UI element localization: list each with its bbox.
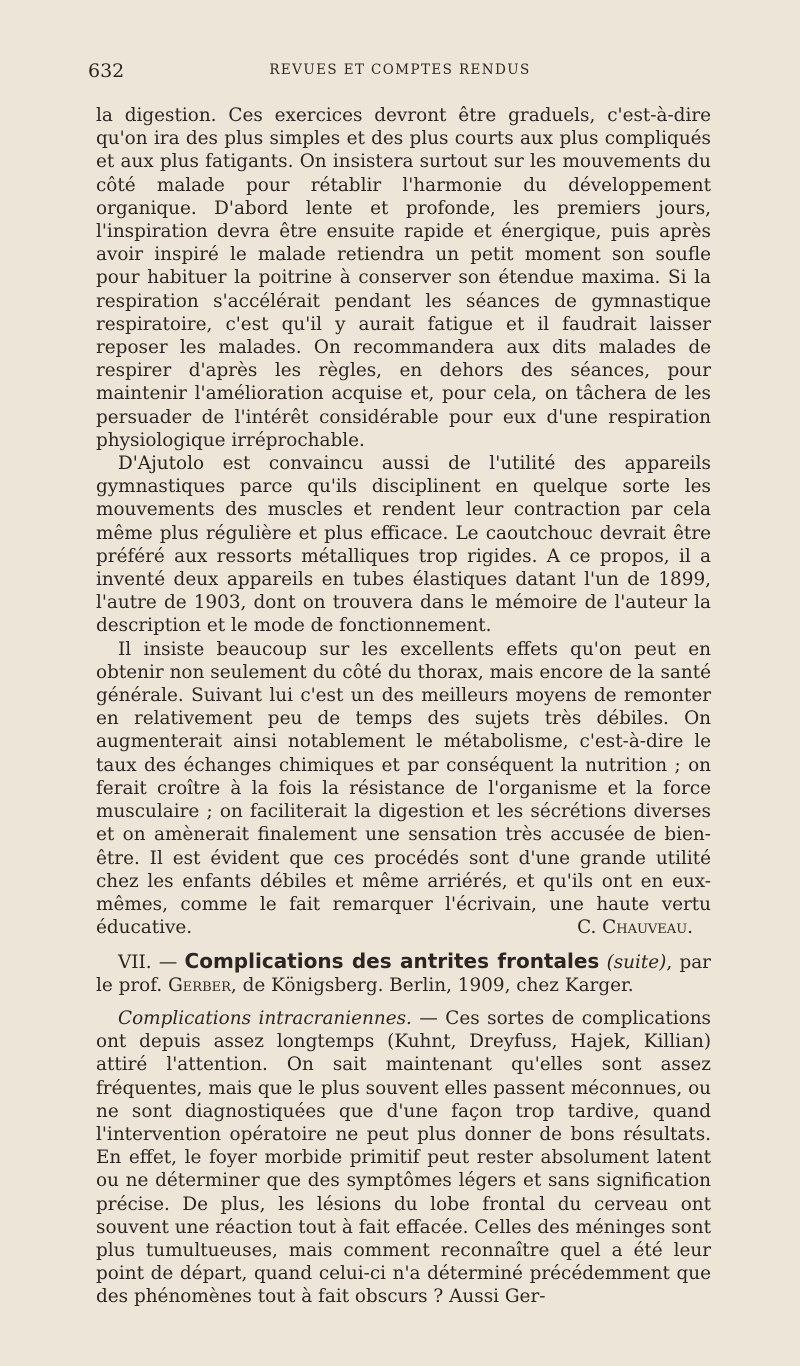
section-title: Complications des antrites frontales: [184, 948, 600, 973]
section-heading: VII. — Complications des antrites frontales (suite), par le prof. Gerber, de Königsberg. Berlin, 1909, chez Karger.: [96, 948, 711, 996]
paragraph-2: D'Ajutolo est convaincu aussi de l'utilité des appareils gymnastiques parce qu'ils disciplinent en quelque sorte les mouvements des muscles et rendent leur contraction par cela même plus régulière et plus efficace. Le caoutchouc devrait être préféré aux ressorts métalliques trop rigides. A ce propos, il a inventé deux appareils en tubes élastiques datant l'un de 1899, l'autre de 1903, dont on trouvera dans le mémoire de l'auteur la description et le mode de fonctionnement.: [96, 453, 711, 637]
paragraph-1: la digestion. Ces exercices devront être graduels, c'est-à-dire qu'on ira des plus simples et des plus courts aux plus compliqués et aux plus fatigants. On insistera surtout sur les mouvements du côté malade pour rétablir l'harmonie du développement organique. D'abord lente et profonde, les premiers jours, l'inspiration devra être ensuite rapide et énergique, puis après avoir inspiré le malade retiendra un petit moment son soufle pour habituer la poitrine à conserver son étendue maxima. Si la respiration s'accélérait pendant les séances de gymnastique respiratoire, c'est qu'il y aurait fatigue et il faudrait laisser reposer les malades. On recommandera aux dits malades de respirer d'après les règles, en dehors des séances, pour maintenir l'amélioration acquise et, pour cela, on tâchera de les persuader de l'intérêt considérable pour eux d'une respiration physiologique irréprochable.: [96, 105, 711, 451]
paragraph-4-lead: Complications intracraniennes.: [118, 1007, 412, 1029]
page-header: [88, 60, 712, 84]
section-number: VII. —: [118, 951, 178, 973]
article-body: [96, 104, 711, 1309]
reviewer-signature: C. Chauveau.: [577, 917, 693, 939]
page-number: 632: [88, 60, 125, 82]
section-author: Gerber: [168, 974, 231, 996]
paragraph-4: Complications intracraniennes. — Ces sortes de complications ont depuis assez longtemps (Kuhnt, Dreyfuss, Hajek, Killian) attiré l'attention. On sait maintenant qu'elles sont assez fréquentes, mais que le plus souvent elles passent méconnues, ou ne sont diagnostiquées que d'une façon trop tardive, quand l'intervention opératoire ne peut plus donner de bons résultats. En effet, le foyer morbide primitif peut rester absolument latent ou ne déterminer que des symptômes légers et sans signification précise. De plus, les lésions du lobe frontal du cerveau ont souvent une réaction tout à fait effacée. Celles des méninges sont plus tumultueuses, mais comment reconnaître quel a été leur point de départ, quand celui-ci n'a déterminé précédemment que des phénomènes tout à fait obscurs ? Aussi Ger-: [96, 1007, 711, 1308]
paragraph-3: Il insiste beaucoup sur les excellents effets qu'on peut en obtenir non seulement du côté du thorax, mais encore de la santé générale. Suivant lui c'est un des meilleurs moyens de remonter en relativement peu de temps des sujets très débiles. On augmenterait ainsi notablement le métabolisme, c'est-à-dire le taux des échanges chimiques et par conséquent la nutrition ; on ferait croître à la fois la résistance de l'organisme et la force musculaire ; on faciliterait la digestion et les sécrétions diverses et on amènerait finalement une sensation très accusée de bien-être. Il est évident que ces procédés sont d'une grande utilité chez les enfants débiles et même arriérés, et qu'ils ont en eux-mêmes, comme le fait remarquer l'écrivain, une haute vertu éducative.: [96, 638, 711, 939]
running-title: REVUES ET COMPTES RENDUS: [269, 62, 531, 78]
section-suite: (suite): [606, 951, 667, 973]
